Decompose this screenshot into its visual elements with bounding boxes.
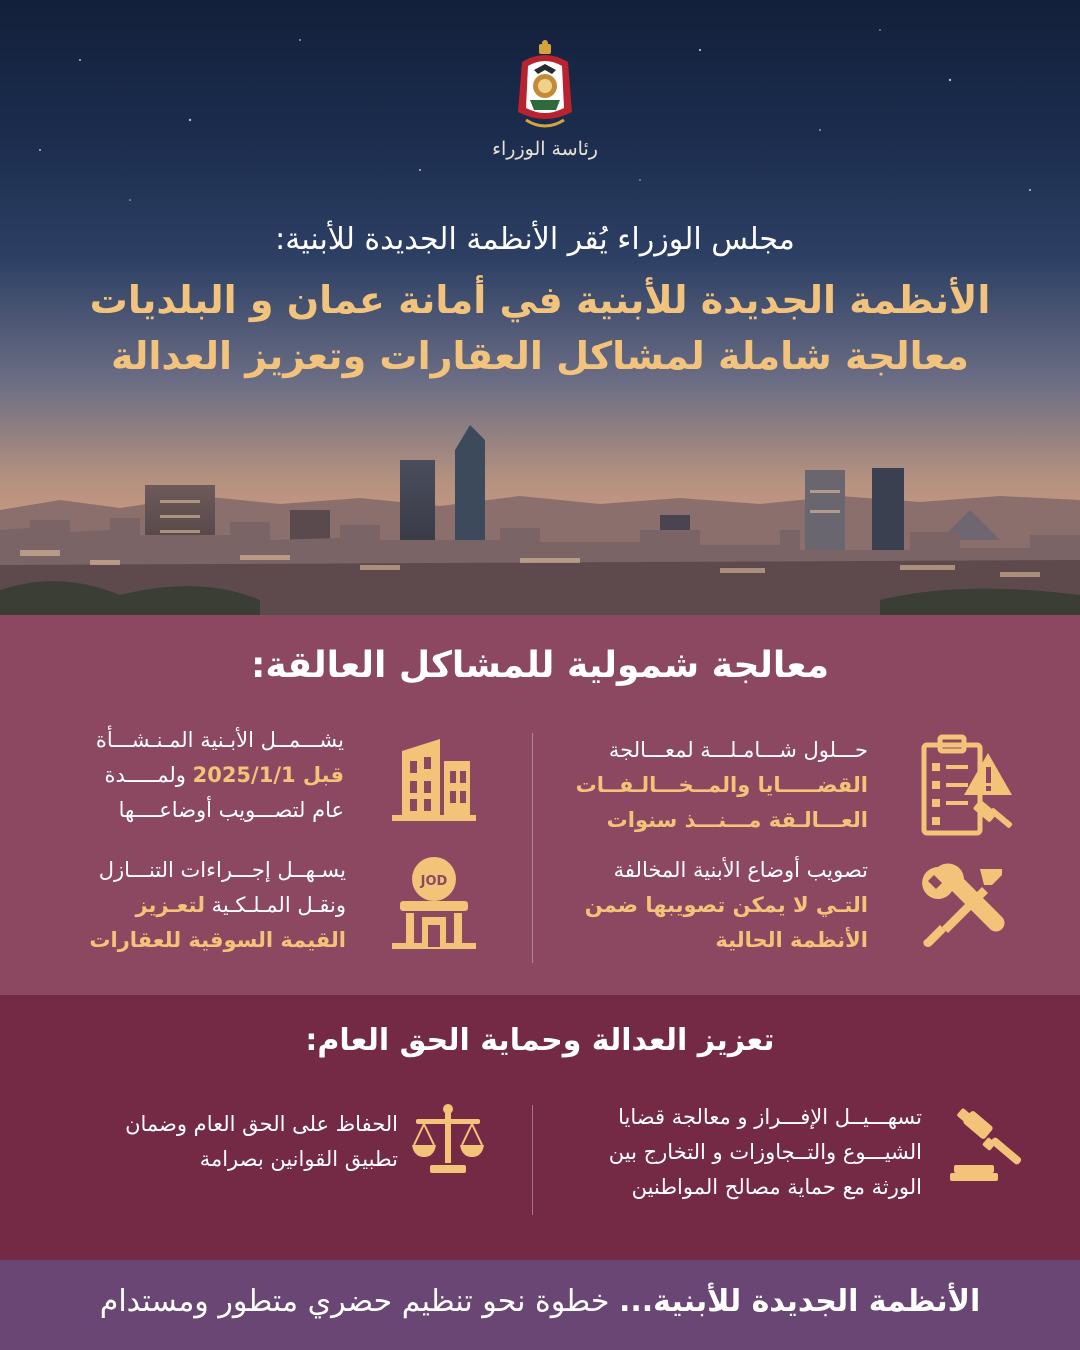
section1-item-3-text: تصويب أوضاع الأبنية المخالفة التـي لا يمكن تصويبها ضمن الأنظمة الحالية: [584, 858, 868, 952]
city-skyline-image: [0, 400, 1080, 615]
hero-banner: [0, 0, 1080, 615]
section1-item-4-text: يسـهــل إجـــراءات التنـــازل ونقـل المـلـكـية لتعـزيز القيمة السوقية للعقارات: [89, 858, 346, 952]
hero-title-line2: معالجة شاملة لمشاكل العقارات وتعزيز العدالة: [111, 334, 969, 378]
coat-of-arms-emblem: [512, 40, 578, 134]
section2-divider: [532, 1105, 533, 1215]
jod-property-icon: [392, 855, 476, 951]
section-justice-public-right: [0, 995, 1080, 1260]
section2-item-1-text: تسهـــيــل الإفـــراز و معالجة قضايا الشيـــوع والتــجاوزات و التخارج بين الورثة مع حماية مصالح المواطنين: [608, 1105, 922, 1199]
footer-banner: [0, 1260, 1080, 1350]
emblem-caption: رئاسة الوزراء: [492, 138, 598, 160]
section1-title: معالجة شمولية للمشاكل العالقة:: [250, 645, 830, 686]
gavel-icon: [950, 1107, 1022, 1183]
section1-item-2-text: يشـــمــل الأبـنية المـنـشـــأة قبل 2025/1/1 ولمـــــدة عام لتصـــويب أوضاعــــها: [95, 728, 344, 822]
section2-title: تعزيز العدالة وحماية الحق العام:: [305, 1023, 775, 1058]
section2-item-2-text: الحفاظ على الحق العام وضمان تطبيق القوانين بصرامة: [125, 1112, 398, 1171]
buildings-icon: [392, 733, 476, 821]
hero-subtitle: مجلس الوزراء يُقر الأنظمة الجديدة للأبنية:: [275, 222, 795, 257]
footer-slogan: الأنظمة الجديدة للأبنية... خطوة نحو تنظيم حضري متطور ومستدام: [99, 1284, 981, 1319]
section-comprehensive-solutions: [0, 615, 1080, 995]
section1-item-1-text: حـــلول شـــامـلـــة لمعـــالجة القضـــــايا والمــخـــالـفــات العـــالـقة مـــنـــذ سنوات: [575, 738, 868, 832]
clipboard-warning-gavel-icon: [918, 733, 1014, 841]
section1-divider: [532, 733, 533, 963]
hero-title-line1: الأنظمة الجديدة للأبنية في أمانة عمان و البلديات: [89, 278, 991, 322]
jod-label: JOD: [420, 874, 448, 889]
scales-icon: [410, 1103, 486, 1175]
wrench-screwdriver-icon: [918, 863, 1008, 953]
